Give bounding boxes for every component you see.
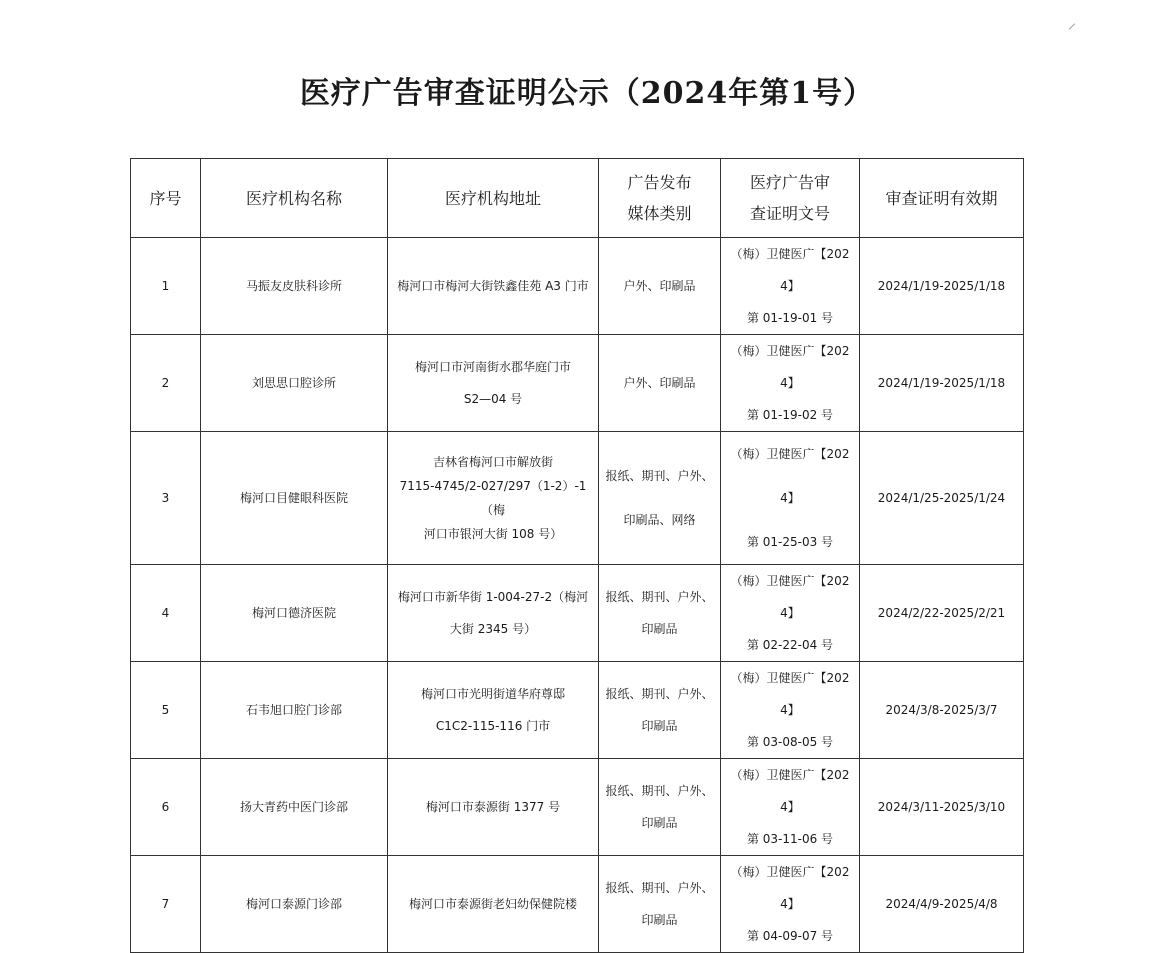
header-index: 序号 xyxy=(131,159,201,238)
cell-cert-number: （梅）卫健医广【2024】 第 01-19-02 号 xyxy=(721,335,860,432)
cell-validity: 2024/1/19-2025/1/18 xyxy=(860,335,1024,432)
table-row xyxy=(131,856,1024,953)
header-validity: 审查证明有效期 xyxy=(860,159,1024,238)
cell-institution-name: 马振友皮肤科诊所 xyxy=(201,238,388,335)
cell-cert-number: （梅）卫健医广【2024】 第 01-25-03 号 xyxy=(721,432,860,565)
cell-index: 7 xyxy=(131,856,201,953)
header-media-type: 广告发布 媒体类别 xyxy=(599,159,721,238)
cell-institution-address: 梅河口市河南街水郡华庭门市 S2—04 号 xyxy=(388,335,599,432)
cell-index: 3 xyxy=(131,432,201,565)
table-header-row xyxy=(131,159,1024,238)
table-row xyxy=(131,238,1024,335)
cell-validity: 2024/4/9-2025/4/8 xyxy=(860,856,1024,953)
cell-institution-name: 梅河口目健眼科医院 xyxy=(201,432,388,565)
cell-institution-address: 梅河口市光明街道华府尊邸 C1C2-115-116 门市 xyxy=(388,662,599,759)
cell-institution-address: 梅河口市梅河大街铁鑫佳苑 A3 门市 xyxy=(388,238,599,335)
table-row xyxy=(131,335,1024,432)
cell-institution-address: 梅河口市新华街 1-004-27-2（梅河 大街 2345 号） xyxy=(388,565,599,662)
cell-media-type: 报纸、期刊、户外、 印刷品 xyxy=(599,759,721,856)
cell-institution-address: 梅河口市泰源街老妇幼保健院楼 xyxy=(388,856,599,953)
cell-media-type: 报纸、期刊、户外、 印刷品、网络 xyxy=(599,432,721,565)
header-institution-address: 医疗机构地址 xyxy=(388,159,599,238)
cell-index: 5 xyxy=(131,662,201,759)
cell-institution-address: 吉林省梅河口市解放街 7115-4745/2-027/297（1-2）-1（梅 河口市银河大街 108 号） xyxy=(388,432,599,565)
header-institution-name: 医疗机构名称 xyxy=(201,159,388,238)
header-cert-number: 医疗广告审 查证明文号 xyxy=(721,159,860,238)
cell-cert-number: （梅）卫健医广【2024】 第 02-22-04 号 xyxy=(721,565,860,662)
cell-media-type: 报纸、期刊、户外、 印刷品 xyxy=(599,565,721,662)
scan-mark xyxy=(1069,23,1075,29)
table-row xyxy=(131,759,1024,856)
table-row xyxy=(131,662,1024,759)
table-row xyxy=(131,565,1024,662)
cell-index: 6 xyxy=(131,759,201,856)
cell-media-type: 报纸、期刊、户外、 印刷品 xyxy=(599,662,721,759)
cell-media-type: 报纸、期刊、户外、 印刷品 xyxy=(599,856,721,953)
cell-validity: 2024/3/11-2025/3/10 xyxy=(860,759,1024,856)
certificate-table xyxy=(130,158,1024,953)
cell-index: 1 xyxy=(131,238,201,335)
cell-validity: 2024/1/25-2025/1/24 xyxy=(860,432,1024,565)
cell-index: 4 xyxy=(131,565,201,662)
cell-cert-number: （梅）卫健医广【2024】 第 01-19-01 号 xyxy=(721,238,860,335)
cell-media-type: 户外、印刷品 xyxy=(599,335,721,432)
cell-institution-name: 梅河口德济医院 xyxy=(201,565,388,662)
cell-institution-name: 梅河口泰源门诊部 xyxy=(201,856,388,953)
cell-validity: 2024/1/19-2025/1/18 xyxy=(860,238,1024,335)
cell-validity: 2024/3/8-2025/3/7 xyxy=(860,662,1024,759)
cell-institution-address: 梅河口市泰源街 1377 号 xyxy=(388,759,599,856)
table-row xyxy=(131,432,1024,565)
page-title: 医疗广告审查证明公示（2024年第1号） xyxy=(299,76,875,111)
cell-institution-name: 扬大青药中医门诊部 xyxy=(201,759,388,856)
cell-cert-number: （梅）卫健医广【2024】 第 03-08-05 号 xyxy=(721,662,860,759)
cell-cert-number: （梅）卫健医广【2024】 第 04-09-07 号 xyxy=(721,856,860,953)
cell-cert-number: （梅）卫健医广【2024】 第 03-11-06 号 xyxy=(721,759,860,856)
cell-validity: 2024/2/22-2025/2/21 xyxy=(860,565,1024,662)
cell-institution-name: 石韦旭口腔门诊部 xyxy=(201,662,388,759)
cell-media-type: 户外、印刷品 xyxy=(599,238,721,335)
cell-index: 2 xyxy=(131,335,201,432)
cell-institution-name: 刘思思口腔诊所 xyxy=(201,335,388,432)
